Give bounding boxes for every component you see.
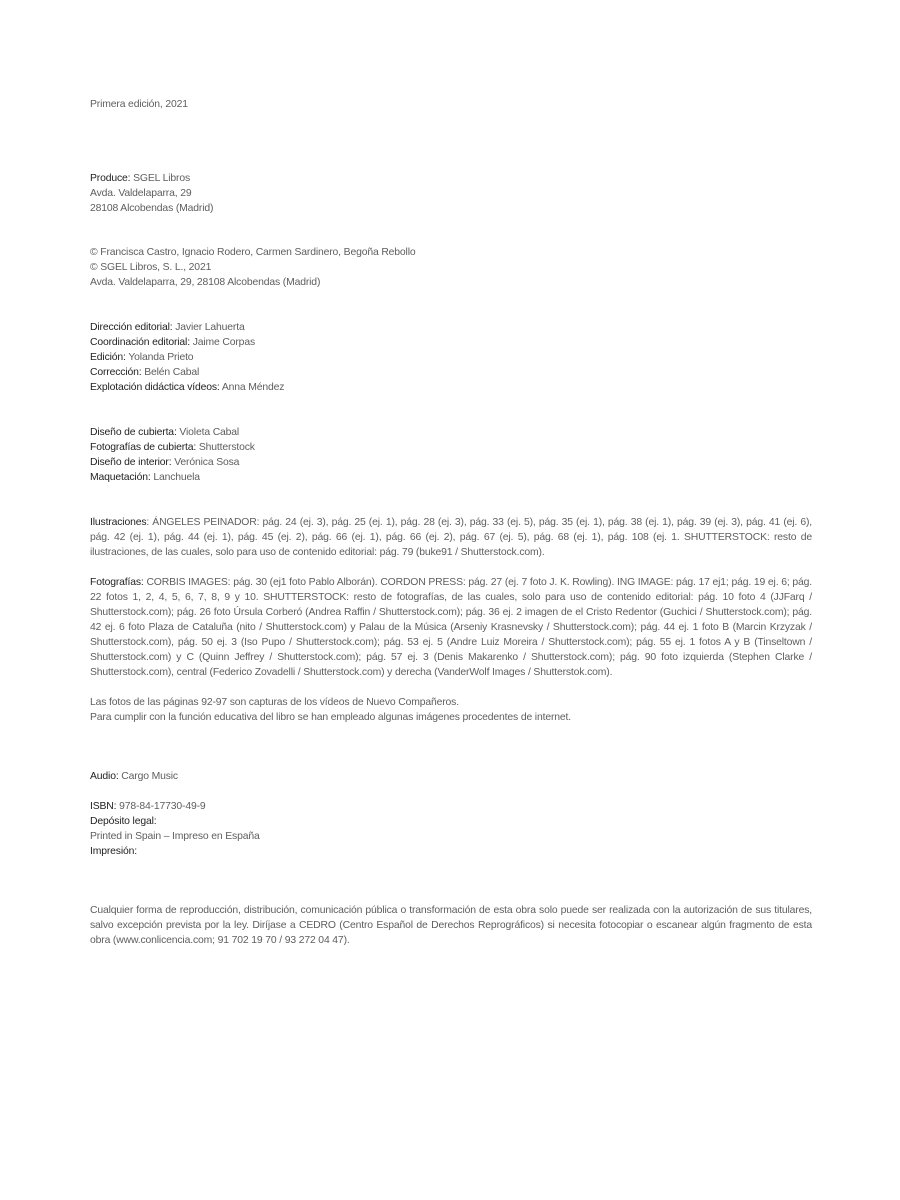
editorial-correction bbox=[90, 365, 812, 380]
photos-paragraph bbox=[90, 575, 812, 680]
spacer bbox=[90, 859, 812, 903]
design-block bbox=[90, 425, 812, 485]
legal-notice: Cualquier forma de reproducción, distribución, comunicación pública o transformación de esta obra solo puede ser realizada con la autorización de sus titulares, salvo excepción prevista por la ley. Diríjase a CEDRO (Centro Español de Derechos Reprográficos) si necesita fotocopiar o escanear algún fragmento de esta obra (www.conlicencia.com; 91 702 19 70 / 93 272 04 47). bbox=[90, 905, 812, 946]
credit-label: Corrección: bbox=[90, 367, 142, 378]
spacer bbox=[90, 784, 812, 799]
credit-value: Lanchuela bbox=[150, 472, 200, 483]
credit-value: Shutterstock bbox=[196, 442, 255, 453]
audio-line bbox=[90, 769, 812, 784]
credit-label: Coordinación editorial: bbox=[90, 337, 190, 348]
copyright-publisher: © SGEL Libros, S. L., 2021 bbox=[90, 262, 212, 273]
produce-address-2: 28108 Alcobendas (Madrid) bbox=[90, 203, 214, 214]
isbn-value: 978-84-17730-49-9 bbox=[116, 801, 206, 812]
spacer bbox=[90, 680, 812, 695]
audio-value: Cargo Music bbox=[118, 771, 178, 782]
credit-label: Edición: bbox=[90, 352, 126, 363]
illustrations-paragraph bbox=[90, 515, 812, 560]
credit-label: Diseño de cubierta: bbox=[90, 427, 177, 438]
spacer bbox=[90, 725, 812, 769]
spacer bbox=[90, 112, 812, 171]
spacer bbox=[90, 395, 812, 425]
credit-value: Anna Méndez bbox=[219, 382, 285, 393]
audio-label: Audio: bbox=[90, 771, 119, 782]
editorial-block bbox=[90, 320, 812, 395]
printed-in-line: Printed in Spain – Impreso en España bbox=[90, 831, 260, 842]
copyright-block bbox=[90, 245, 812, 290]
produce-block bbox=[90, 171, 812, 216]
copyright-authors: © Francisca Castro, Ignacio Rodero, Carmen Sardinero, Begoña Rebollo bbox=[90, 247, 416, 258]
notes-block bbox=[90, 695, 812, 725]
notes-video-captures: Las fotos de las páginas 92-97 son capturas de los vídeos de Nuevo Compañeros. bbox=[90, 697, 459, 708]
produce-value: SGEL Libros bbox=[130, 173, 191, 184]
publication-block bbox=[90, 799, 812, 859]
photos-label: Fotografías: bbox=[90, 577, 144, 588]
illustrations-text: : ÁNGELES PEINADOR: pág. 24 (ej. 3), pág. 25 (ej. 1), pág. 28 (ej. 3), pág. 33 (ej. 5), pág. 35 (ej. 1), pág. 38 (ej. 1), pág. 39 (ej. 3), pág. 41 (ej. 6), pág. 42 (ej. 1), pág. 44 (ej. 1), pág. 45 (ej. 2), pág. 66 (ej. 1), pág. 66 (ej. 2), pág. 67 (ej. 5), pág. 68 (ej. 1), pág. 108 (ej. 1. SHUTTERSTOCK: resto de ilustraciones, de las cuales, solo para uso de contenido editorial: pág. 79 (buke91 / Shutterstock.com). bbox=[90, 517, 812, 558]
isbn-line bbox=[90, 799, 812, 814]
credit-value: Javier Lahuerta bbox=[172, 322, 245, 333]
credit-label: Maquetación: bbox=[90, 472, 151, 483]
printing-line bbox=[90, 844, 812, 859]
spacer bbox=[90, 560, 812, 575]
design-cover-photos bbox=[90, 440, 812, 455]
design-cover bbox=[90, 425, 812, 440]
illustrations-label: Ilustraciones bbox=[90, 517, 147, 528]
credit-label: Diseño de interior: bbox=[90, 457, 172, 468]
credit-label: Explotación didáctica vídeos: bbox=[90, 382, 220, 393]
credit-value: Yolanda Prieto bbox=[125, 352, 194, 363]
produce-label: Produce: bbox=[90, 173, 131, 184]
legal-deposit-line bbox=[90, 814, 812, 829]
produce-line bbox=[90, 171, 812, 186]
spacer bbox=[90, 290, 812, 320]
design-layout bbox=[90, 470, 812, 485]
edition-line: Primera edición, 2021 bbox=[90, 99, 188, 110]
credit-value: Belén Cabal bbox=[141, 367, 200, 378]
credit-value: Jaime Corpas bbox=[189, 337, 255, 348]
produce-address-1: Avda. Valdelaparra, 29 bbox=[90, 188, 192, 199]
editorial-direction bbox=[90, 320, 812, 335]
design-interior bbox=[90, 455, 812, 470]
credit-label: Dirección editorial: bbox=[90, 322, 173, 333]
isbn-label: ISBN: bbox=[90, 801, 117, 812]
credit-label: Fotografías de cubierta: bbox=[90, 442, 197, 453]
editorial-coordination bbox=[90, 335, 812, 350]
copyright-address: Avda. Valdelaparra, 29, 28108 Alcobendas (Madrid) bbox=[90, 277, 321, 288]
notes-internet-images: Para cumplir con la función educativa del libro se han empleado algunas imágenes procedentes de internet. bbox=[90, 712, 572, 723]
printing-label: Impresión: bbox=[90, 846, 138, 857]
credit-value: Violeta Cabal bbox=[176, 427, 240, 438]
photos-text: CORBIS IMAGES: pág. 30 (ej1 foto Pablo Alborán). CORDON PRESS: pág. 27 (ej. 7 foto J. K. Rowling). ING IMAGE: pág. 17 ej1; pág. 19 ej. 6; pág. 22 fotos 1, 2, 4, 5, 6, 7, 8, 9 y 10. SHUTTERSTOCK: resto de fotografías, de las cuales, solo para uso de contenido editorial: pág. 10 foto 4 (JJFarq / Shutterstock.com); pág. 26 foto Úrsula Corberó (Andrea Raffin / Shutterstock.com); pág. 36 ej. 2 imagen de el Cristo Redentor (Guchici / Shutterstock.com); pág. 42 ej. 6 foto Plaza de Cataluña (nito / Shutterstock.com) y Palau de la Música (Arseniy Krasnevsky / Shutterstock.com); pág. 44 ej. 1 foto B (Marcin Krzyzak / Shutterstock.com), pág. 50 ej. 3 (Iso Pupo / Shutterstock.com); pág. 53 ej. 5 (Andre Luiz Moreira / Shutterstock.com); pág. 55 ej. 1 fotos A y B (Tinseltown / Shutterstock.com) y C (Quinn Jeffrey / Shutterstock.com); pág. 57 ej. 3 (Denis Makarenko / Shutterstock.com); pág. 90 foto izquierda (Stephen Clarke / Shutterstock.com), central (Federico Zovadelli / Shutterstock.com) y derecha (VanderWolf Images / Shutterstok.com). bbox=[90, 577, 812, 678]
credit-value: Verónica Sosa bbox=[171, 457, 240, 468]
editorial-edition bbox=[90, 350, 812, 365]
spacer bbox=[90, 485, 812, 515]
legal-deposit-label: Depósito legal: bbox=[90, 816, 157, 827]
editorial-video-didactics bbox=[90, 380, 812, 395]
credits-page bbox=[90, 97, 812, 948]
spacer bbox=[90, 216, 812, 245]
